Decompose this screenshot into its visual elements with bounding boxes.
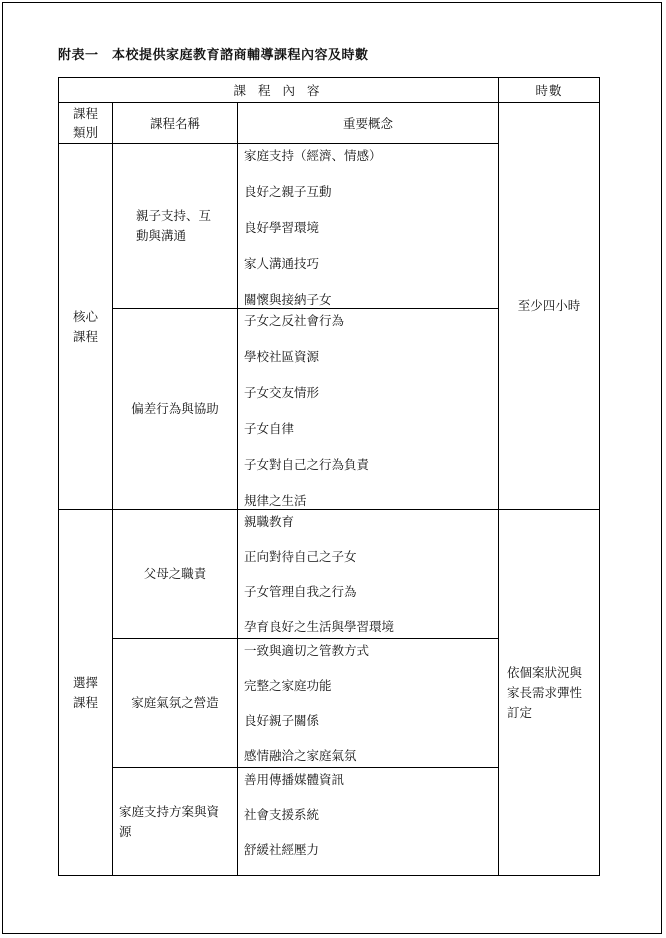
concept-item: 良好之親子互動 [244, 184, 332, 199]
concept-item: 子女交友情形 [244, 385, 320, 400]
course-name [113, 768, 238, 876]
course-name-text: 親子支持、互動與溝通 [136, 208, 212, 243]
concept-item: 家人溝通技巧 [244, 256, 320, 271]
core-category-text: 核心課程 [72, 308, 98, 344]
elective-category [59, 510, 113, 876]
concept-item: 子女自律 [244, 421, 295, 436]
concept-item: 親職教育 [244, 514, 295, 529]
course-name: 家庭氣氛之營造 [113, 639, 238, 768]
concept-item: 正向對待自己之子女 [244, 549, 357, 564]
core-category [59, 144, 113, 510]
elective-hours [499, 510, 600, 876]
elective-hours-text: 依個案狀況與家長需求彈性訂定 [507, 664, 583, 720]
course-name-text: 家庭支持方案與資源 [119, 803, 220, 839]
concept-item: 規律之生活 [244, 493, 307, 508]
header-course-name: 課程名稱 [113, 103, 238, 144]
header-course-content: 課 程 內 容 [59, 78, 499, 103]
elective-category-text: 選擇課程 [72, 674, 98, 710]
header-category [59, 103, 113, 144]
concept-item: 良好學習環境 [244, 220, 320, 235]
concept-list [238, 510, 499, 639]
header-hours: 時數 [499, 78, 600, 103]
course-name [113, 144, 238, 309]
concept-list [238, 144, 499, 309]
document-title: 附表一 本校提供家庭教育諮商輔導課程內容及時數 [58, 48, 369, 63]
concept-item: 子女之反社會行為 [244, 313, 345, 328]
concept-item: 感情融洽之家庭氣氛 [244, 748, 357, 763]
header-category-text: 課程類別 [72, 106, 98, 140]
concept-item: 善用傳播媒體資訊 [244, 772, 345, 787]
concept-item: 完整之家庭功能 [244, 678, 332, 693]
concept-item: 社會支援系統 [244, 807, 320, 822]
concept-item: 關懷與接納子女 [244, 292, 332, 307]
concept-item: 學校社區資源 [244, 349, 320, 364]
concept-list [238, 768, 499, 876]
concept-item: 家庭支持（經濟、情感） [244, 148, 382, 163]
concept-item: 舒緩社經壓力 [244, 842, 320, 857]
concept-item: 一致與適切之管教方式 [244, 643, 370, 658]
header-key-concepts: 重要概念 [238, 103, 499, 144]
concept-item: 子女管理自我之行為 [244, 584, 357, 599]
core-hours: 至少四小時 [499, 103, 600, 510]
concept-list [238, 639, 499, 768]
concept-item: 孕育良好之生活與學習環境 [244, 619, 395, 634]
concept-list [238, 309, 499, 510]
course-name: 偏差行為與協助 [113, 309, 238, 510]
concept-item: 良好親子關係 [244, 713, 320, 728]
concept-item: 子女對自己之行為負責 [244, 457, 370, 472]
course-table [58, 77, 600, 876]
course-name: 父母之職責 [113, 510, 238, 639]
